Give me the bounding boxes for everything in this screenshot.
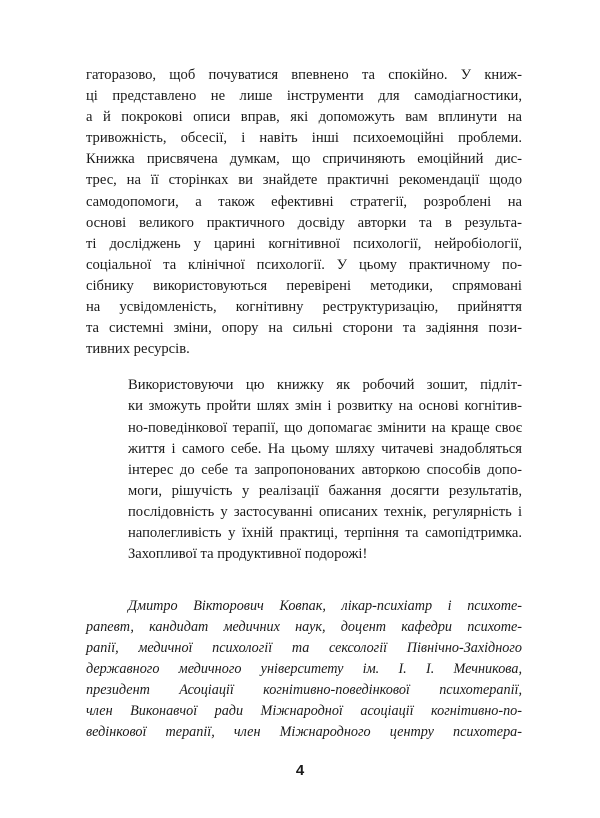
text-line: Використовуючи цю книжку як робочий зошит, підліт-	[128, 377, 522, 394]
text-line: ці представлено не лише інструменти для самодіагностики,	[86, 88, 522, 105]
text-line: трес, на її сторінках ви знайдете практичні рекомендації щодо	[86, 172, 522, 189]
text-line: тивних ресурсів.	[86, 341, 190, 358]
text-line: тривожність, обсесії, і навіть інші психоемоційні проблеми.	[86, 130, 522, 147]
body-text	[86, 65, 522, 565]
text-line: життя і самого себе. На цьому шляху читачеві знадобляться	[128, 440, 522, 457]
text-line: а й покрокові описи вправ, які допоможуть вам вплинути на	[86, 109, 522, 126]
text-line: інтерес до себе та запропонованих авторкою способів допо-	[128, 461, 522, 478]
author-line: Дмитро Вікторович Ковпак, лікар-психіатр і психоте-	[128, 598, 522, 614]
text-line: ті досліджень у царині когнітивної психології, нейробіології,	[86, 235, 522, 252]
text-line: соціальної та клінічної психології. У цьому практичному по-	[86, 256, 522, 273]
paragraph-2	[86, 375, 522, 565]
text-line: та системні зміни, опору на сильні сторони та задіяння пози-	[86, 320, 522, 337]
text-line: моги, рішучість у реалізації бажання досягти результатів,	[128, 482, 522, 499]
text-line: сібнику використовуються перевірені методики, спрямовані	[86, 277, 522, 294]
author-line: президент Асоціації когнітивно-поведінкової психотерапії,	[86, 682, 522, 698]
text-line: но-поведінкової терапії, що допомагає змінити на краще своє	[128, 419, 522, 436]
text-line: основі великого практичного досвіду авторки та в результа-	[86, 214, 522, 231]
text-line: самодопомоги, а також ефективні стратегії, розроблені на	[86, 193, 522, 210]
author-line: рапевт, кандидат медичних наук, доцент кафедри психоте-	[86, 619, 522, 635]
author-line: рапії, медичної психології та сексології Північно-Західного	[86, 640, 522, 656]
page-number: 4	[295, 762, 305, 779]
text-line: ки зможуть пройти шлях змін і розвитку на основі когнітив-	[128, 398, 522, 415]
author-line: член Виконавчої ради Міжнародної асоціації когнітивно-по-	[86, 703, 522, 719]
text-line: Захопливої та продуктивної подорожі!	[128, 546, 368, 563]
paragraph-1	[86, 65, 522, 360]
text-line: на усвідомленість, когнітивну реструктуризацію, прийняття	[86, 299, 522, 316]
author-bio	[86, 596, 522, 743]
text-line: наполегливість у їхній практиці, терпіння та самопідтримка.	[128, 524, 522, 541]
text-line: послідовність у застосуванні описаних технік, регулярність і	[128, 503, 522, 520]
text-line: гаторазово, щоб почуватися впевнено та спокійно. У книж-	[86, 67, 522, 83]
author-line: ведінкової терапії, член Міжнародного центру психотера-	[86, 724, 522, 740]
author-line: державного медичного університету ім. І. І. Мечникова,	[86, 661, 522, 677]
text-line: Книжка присвячена думкам, що спричиняють емоційний дис-	[86, 151, 522, 168]
